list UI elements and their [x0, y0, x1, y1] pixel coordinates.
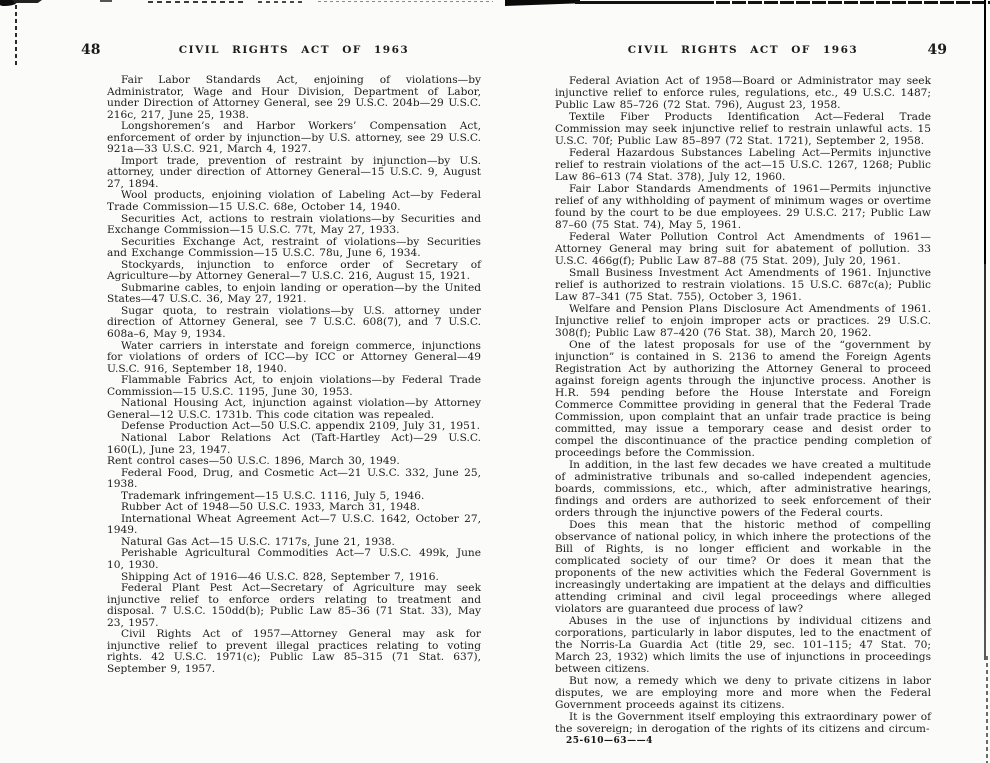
scan-smudge-top-left	[0, 0, 17, 6]
scan-line-right-edge	[984, 0, 986, 660]
page-number-right: 49	[927, 42, 947, 58]
paragraph: Federal Aviation Act of 1958—Board or Administrator may seek injunctive relief to enforce rules, regulations, etc., 49 U.S.C. 1487; Public Law 85–726 (72 Stat. 796), August 23, 1958.	[555, 75, 931, 111]
paragraph: One of the latest proposals for use of the “government by injunction” is contained in S. 2136 to amend the Foreign Agents Registration Act by authorizing the Attorney General to proceed against foreign agents through the injunctive process. Another is H.R. 594 pending before the House Interstate and Foreign Commerce Committee providing in general that the Federal Trade Commission, upon complaint that an unfair trade practice is being committed, may issue a temporary cease and desist order to compel the discontinuance of the practice pending completion of proceedings before the Commission.	[555, 339, 931, 459]
scan-dashed-line-left	[15, 5, 17, 67]
paragraph: Welfare and Pension Plans Disclosure Act Amendments of 1961. Injunctive relief to enjoin improper acts or practices. 29 U.S.C. 308(f); Public Law 87–420 (76 Stat. 38), March 20, 1962.	[555, 303, 931, 339]
page-49-header	[555, 42, 947, 60]
scan-strip-top-line	[575, 1, 990, 4]
page-49	[555, 42, 947, 735]
running-title-left: CIVIL RIGHTS ACT OF 1963	[178, 44, 410, 56]
paragraph: Textile Fiber Products Identification Act—Federal Trade Commission may seek injunctive relief to restrain unlawful acts. 15 U.S.C. 70f; Public Law 85–897 (72 Stat. 1721), September 2, 1958.	[555, 111, 931, 147]
paragraph: But now, a remedy which we deny to private citizens in labor disputes, we are employing more and more when the Federal Government proceeds against its citizens.	[555, 675, 931, 711]
paragraph: Perishable Agricultural Commodities Act—7 U.S.C. 499k, June 10, 1930.	[107, 547, 481, 571]
paragraph: Sugar quota, to restrain violations—by U.S. attorney under direction of Attorney General, see 7 U.S.C. 608(7), and 7 U.S.C. 608a–6, May 9, 1934.	[107, 304, 481, 341]
paragraph: Flammable Fabrics Act, to enjoin violations—by Federal Trade Commission—15 U.S.C. 1195, June 30, 1953.	[107, 374, 481, 398]
scan-dots-top-c	[258, 1, 306, 3]
paragraph: Submarine cables, to enjoin landing or operation—by the United States—47 U.S.C. 36, May 27, 1921.	[107, 281, 481, 306]
paragraph: Small Business Investment Act Amendments of 1961. Injunctive relief is authorized to restrain violations. 15 U.S.C. 687c(a); Public Law 87–341 (75 Stat. 755), October 3, 1961.	[555, 267, 931, 303]
paragraph: Defense Production Act—50 U.S.C. appendix 2109, July 31, 1951.	[121, 420, 481, 433]
page-number-left: 48	[81, 42, 101, 58]
paragraph: Fair Labor Standards Amendments of 1961—Permits injunctive relief of any withholding of payment of minimum wages or overtime found by the court to be due employees. 29 U.S.C. 217; Public Law 87–60 (75 Stat. 74), May 5, 1961.	[555, 183, 931, 231]
paragraph: Longshoremen’s and Harbor Workers’ Compensation Act, enforcement of order by injunction—by U.S. attorney, see 29 U.S.C. 921a—33 U.S.C. 921, March 4, 1927.	[107, 120, 481, 156]
paragraph: Water carriers in interstate and foreign commerce, injunctions for violations of orders of ICC—by ICC or Attorney General—49 U.S.C. 916, September 18, 1940.	[107, 339, 481, 375]
paragraph: Does this mean that the historic method of compelling observance of national policy, in which inhere the protections of the Bill of Rights, is no longer efficient and workable in the complicated society of our time? Or does it mean that the proponents of the new activities which the Federal Government is increasingly undertaking are impatient at the delays and difficulties attending criminal and civil legal proceedings where alleged violators are guaranteed due process of law?	[555, 519, 931, 615]
scan-dots-top-d	[318, 1, 493, 2]
paragraph: Securities Exchange Act, restraint of violations—by Securities and Exchange Commission—15 U.S.C. 78u, June 6, 1934.	[107, 235, 481, 260]
paragraph: Securities Act, actions to restrain violations—by Securities and Exchange Commission—15 U.S.C. 77t, May 27, 1933.	[107, 212, 481, 237]
paragraph: Federal Hazardous Substances Labeling Act—Permits injunctive relief to restrain violations of the act—15 U.S.C. 1267, 1268; Public Law 86–613 (74 Stat. 378), July 12, 1960.	[555, 147, 931, 183]
paragraph: Federal Food, Drug, and Cosmetic Act—21 U.S.C. 332, June 25, 1938.	[107, 466, 481, 491]
scan-dots-top-a	[100, 0, 112, 2]
paragraph: National Housing Act, injunction against violation—by Attorney General—12 U.S.C. 1731b. This code citation was repealed.	[107, 397, 481, 421]
page-48-header	[81, 42, 481, 60]
scan-dots-top-b	[148, 1, 243, 3]
paragraph: In addition, in the last few decades we have created a multitude of administrative tribunals and so-called independent agencies, boards, commissions, etc., which, after administrative hearings, findings and orders are authorized to seek enforcement of their orders through the injunctive powers of the Federal courts.	[555, 459, 931, 519]
paragraph: Shipping Act of 1916—46 U.S.C. 828, September 7, 1916.	[121, 570, 439, 583]
paragraph: Rent control cases—50 U.S.C. 1896, March 30, 1949.	[107, 455, 400, 468]
paragraph: International Wheat Agreement Act—7 U.S.C. 1642, October 27, 1949.	[107, 512, 481, 537]
paragraph: Civil Rights Act of 1957—Attorney General may ask for injunctive relief to prevent illegal practices relating to voting rights. 42 U.S.C. 1971(c); Public Law 85–315 (71 Stat. 637), September 9, 1957.	[107, 628, 481, 675]
paragraph: Federal Plant Pest Act—Secretary of Agriculture may seek injunctive relief to enforce orders relating to treatment and disposal. 7 U.S.C. 150dd(b); Public Law 85–36 (71 Stat. 33), May 23, 1957.	[107, 582, 481, 629]
paragraph: Trademark infringement—15 U.S.C. 1116, July 5, 1946.	[121, 489, 425, 502]
page-48-body	[107, 75, 481, 675]
running-title-right: CIVIL RIGHTS ACT OF 1963	[627, 44, 859, 56]
paragraph: Wool products, enjoining violation of Labeling Act—by Federal Trade Commission—15 U.S.C. 68e, October 14, 1940.	[107, 189, 481, 214]
page-48	[81, 42, 481, 675]
paragraph: National Labor Relations Act (Taft-Hartley Act)—29 U.S.C. 160(L), June 23, 1947.	[107, 431, 481, 456]
page-49-body	[555, 75, 931, 735]
scan-strip-top-gaps	[700, 1, 990, 4]
scan-strip-top-thick	[505, 0, 580, 6]
paragraph: Federal Water Pollution Control Act Amendments of 1961—Attorney General may bring suit for abatement of pollution. 33 U.S.C. 466g(f); Public Law 87–88 (75 Stat. 209), July 20, 1961.	[555, 231, 931, 267]
scan-smudge-top-left-2	[14, 0, 42, 3]
paragraph: Fair Labor Standards Act, enjoining of violations—by Administrator, Wage and Hour Division, Department of Labor, under Direction of Attorney General, see 29 U.S.C. 204b—29 U.S.C. 216c, 217, June 25, 1938.	[107, 74, 481, 121]
print-signature-code: 25-610—63——4	[566, 736, 653, 746]
paragraph: Stockyards, injunction to enforce order of Secretary of Agriculture—by Attorney General—7 U.S.C. 216, August 15, 1921.	[107, 258, 481, 283]
paragraph: Natural Gas Act—15 U.S.C. 1717s, June 21, 1938.	[121, 535, 395, 548]
paragraph: Abuses in the use of injunctions by individual citizens and corporations, particularly in labor disputes, led to the enactment of the Norris-La Guardia Act (title 29, sec. 101–115; 47 Stat. 70; March 23, 1932) which limits the use of injunctions in proceedings between citizens.	[555, 615, 931, 675]
paragraph: Rubber Act of 1948—50 U.S.C. 1933, March 31, 1948.	[121, 501, 420, 514]
scan-dashes-right-edge	[986, 656, 988, 763]
paragraph: It is the Government itself employing this extraordinary power of the sovereign; in derogation of the rights of its citizens and circum-	[555, 711, 931, 735]
paragraph: Import trade, prevention of restraint by injunction—by U.S. attorney, under direction of Attorney General—15 U.S.C. 9, August 27, 1894.	[107, 154, 481, 190]
